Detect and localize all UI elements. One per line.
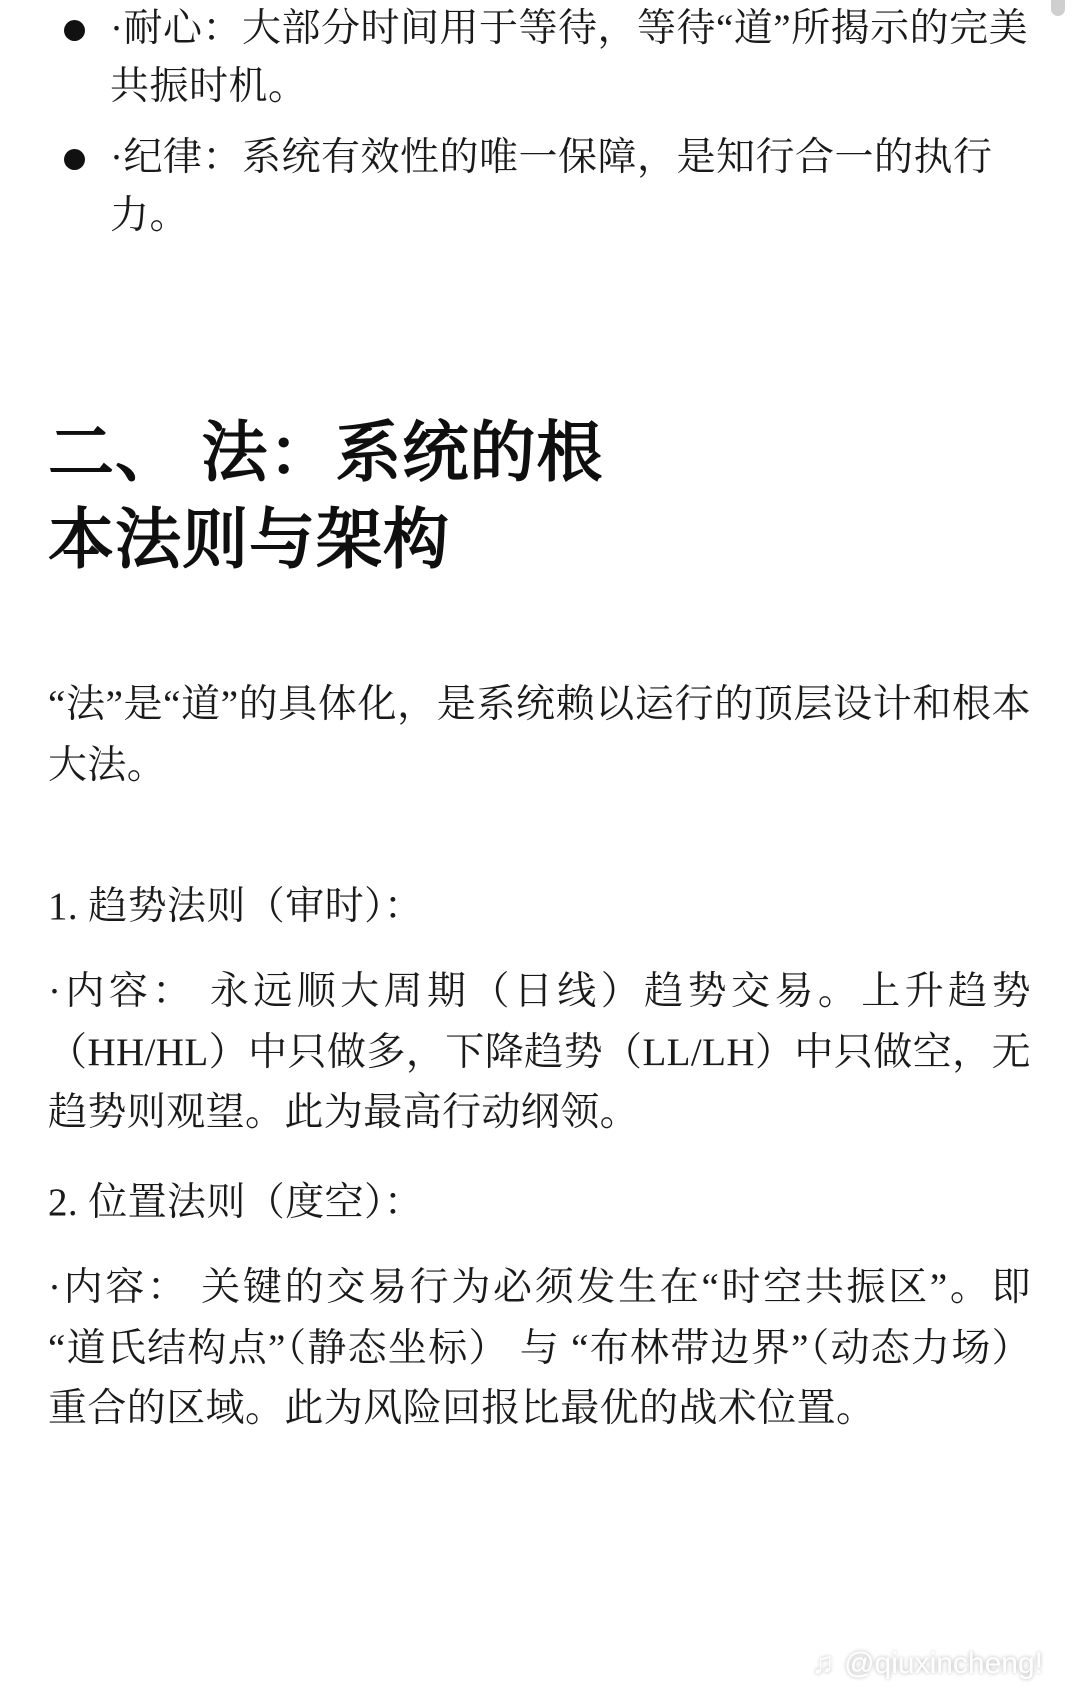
bullet-list (48, 0, 1031, 245)
list-item: ·耐心：大部分时间用于等待，等待“道”所揭示的完美共振时机。 (48, 0, 1031, 115)
spacer (48, 830, 1031, 878)
page-title: 二、 法：系统的根本法则与架构 (48, 414, 604, 576)
music-note-icon: ♫ (811, 1647, 835, 1680)
rule-title-2: 2. 位置法则（度空）： (48, 1180, 424, 1224)
list-item: ·纪律：系统有效性的唯一保障，是知行合一的执行力。 (48, 129, 1031, 244)
spacer (48, 583, 1031, 675)
scrollbar-thumb[interactable] (1051, 0, 1065, 16)
watermark-handle: @qiuxincheng! (844, 1647, 1043, 1680)
spacer (48, 259, 1031, 409)
intro-paragraph: “法”是“道”的具体化，是系统赖以运行的顶层设计和根本大法。 (48, 683, 1031, 787)
rule-title-1: 1. 趋势法则（审时）： (48, 884, 424, 928)
watermark (812, 1647, 1043, 1681)
rule-body-1: ·内容： 永远顺大周期（日线）趋势交易。上升趋势（HH/HL）中只做多，下降趋势（LL/LH）中只做空，无趋势则观望。此为最高行动纲领。 (48, 970, 1031, 1135)
rule-body-2: ·内容： 关键的交易行为必须发生在“时空共振区”。即 “道氏结构点”（静态坐标） 与 “布林带边界”（动态力场） 重合的区域。此为风险回报比最优的战术位置。 (48, 1266, 1031, 1431)
